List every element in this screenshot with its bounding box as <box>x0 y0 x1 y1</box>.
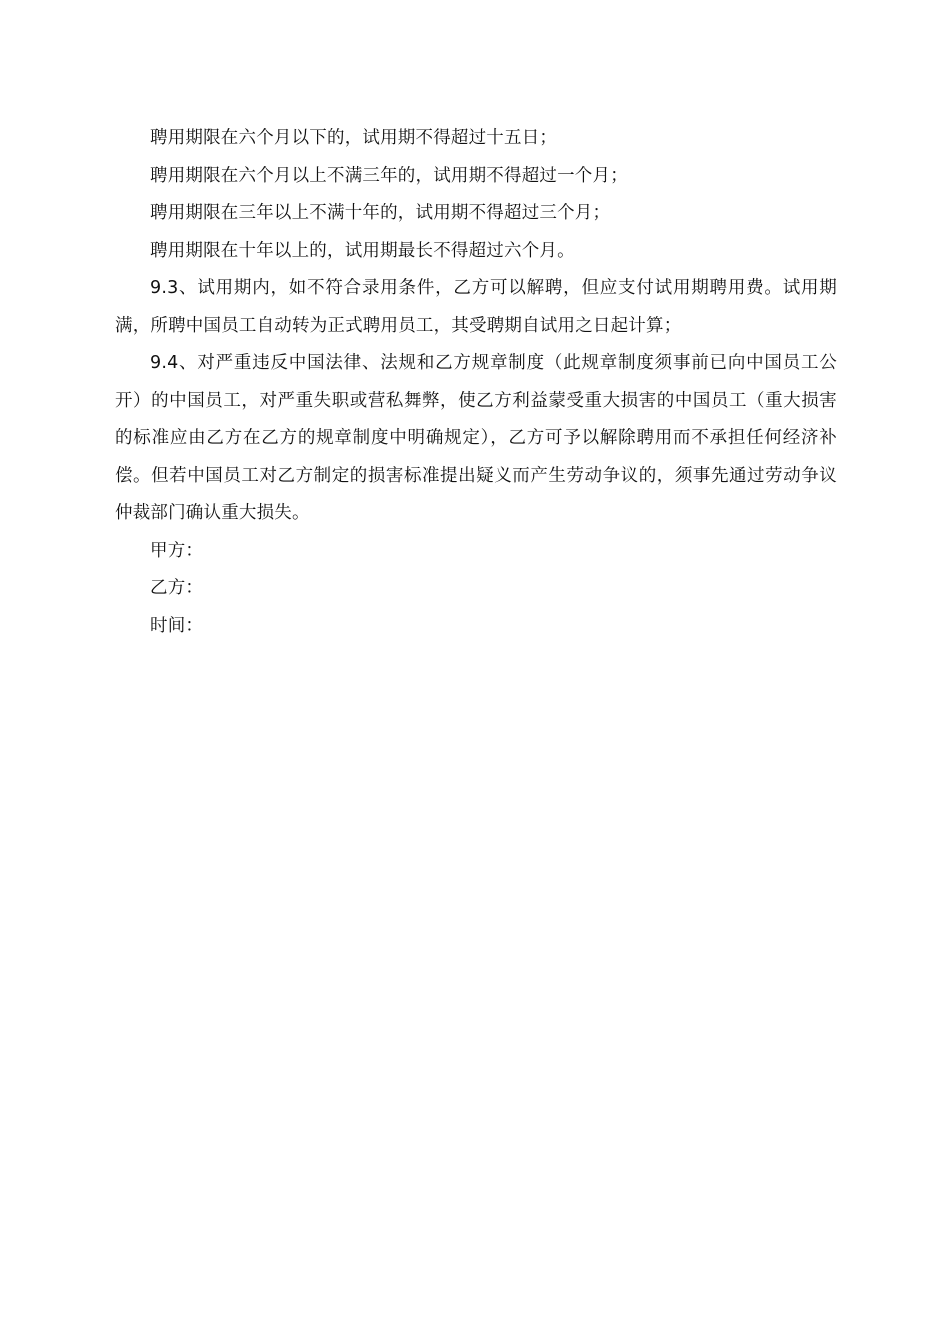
paragraph-clause-9-4: 9.4、对严重违反中国法律、法规和乙方规章制度（此规章制度须事前已向中国员工公开）的中国员工，对严重失职或营私舞弊，使乙方利益蒙受重大损害的中国员工（重大损害的标准应由乙方在乙方的规章制度中明确规定），乙方可予以解除聘用而不承担任何经济补偿。但若中国员工对乙方制定的损害标准提出疑义而产生劳动争议的，须事先通过劳动争议仲裁部门确认重大损失。 <box>115 353 837 523</box>
paragraph-probation-six-months-to-three-years: 聘用期限在六个月以上不满三年的，试用期不得超过一个月； <box>150 165 628 186</box>
paragraph-probation-three-to-ten-years: 聘用期限在三年以上不满十年的，试用期不得超过三个月； <box>150 203 611 223</box>
paragraph-clause-9-3: 9.3、试用期内，如不符合录用条件，乙方可以解聘，但应支付试用期聘用费。试用期满，所聘中国员工自动转为正式聘用员工，其受聘期自试用之日起计算； <box>115 278 837 336</box>
document-body <box>115 120 837 645</box>
paragraph-probation-under-six-months: 聘用期限在六个月以下的，试用期不得超过十五日； <box>150 128 558 148</box>
paragraph-probation-over-ten-years: 聘用期限在十年以上的，试用期最长不得超过六个月。 <box>150 240 575 261</box>
signature-party-a: 甲方： <box>150 540 204 561</box>
signature-date: 时间： <box>150 615 204 636</box>
signature-party-b: 乙方： <box>150 578 204 598</box>
